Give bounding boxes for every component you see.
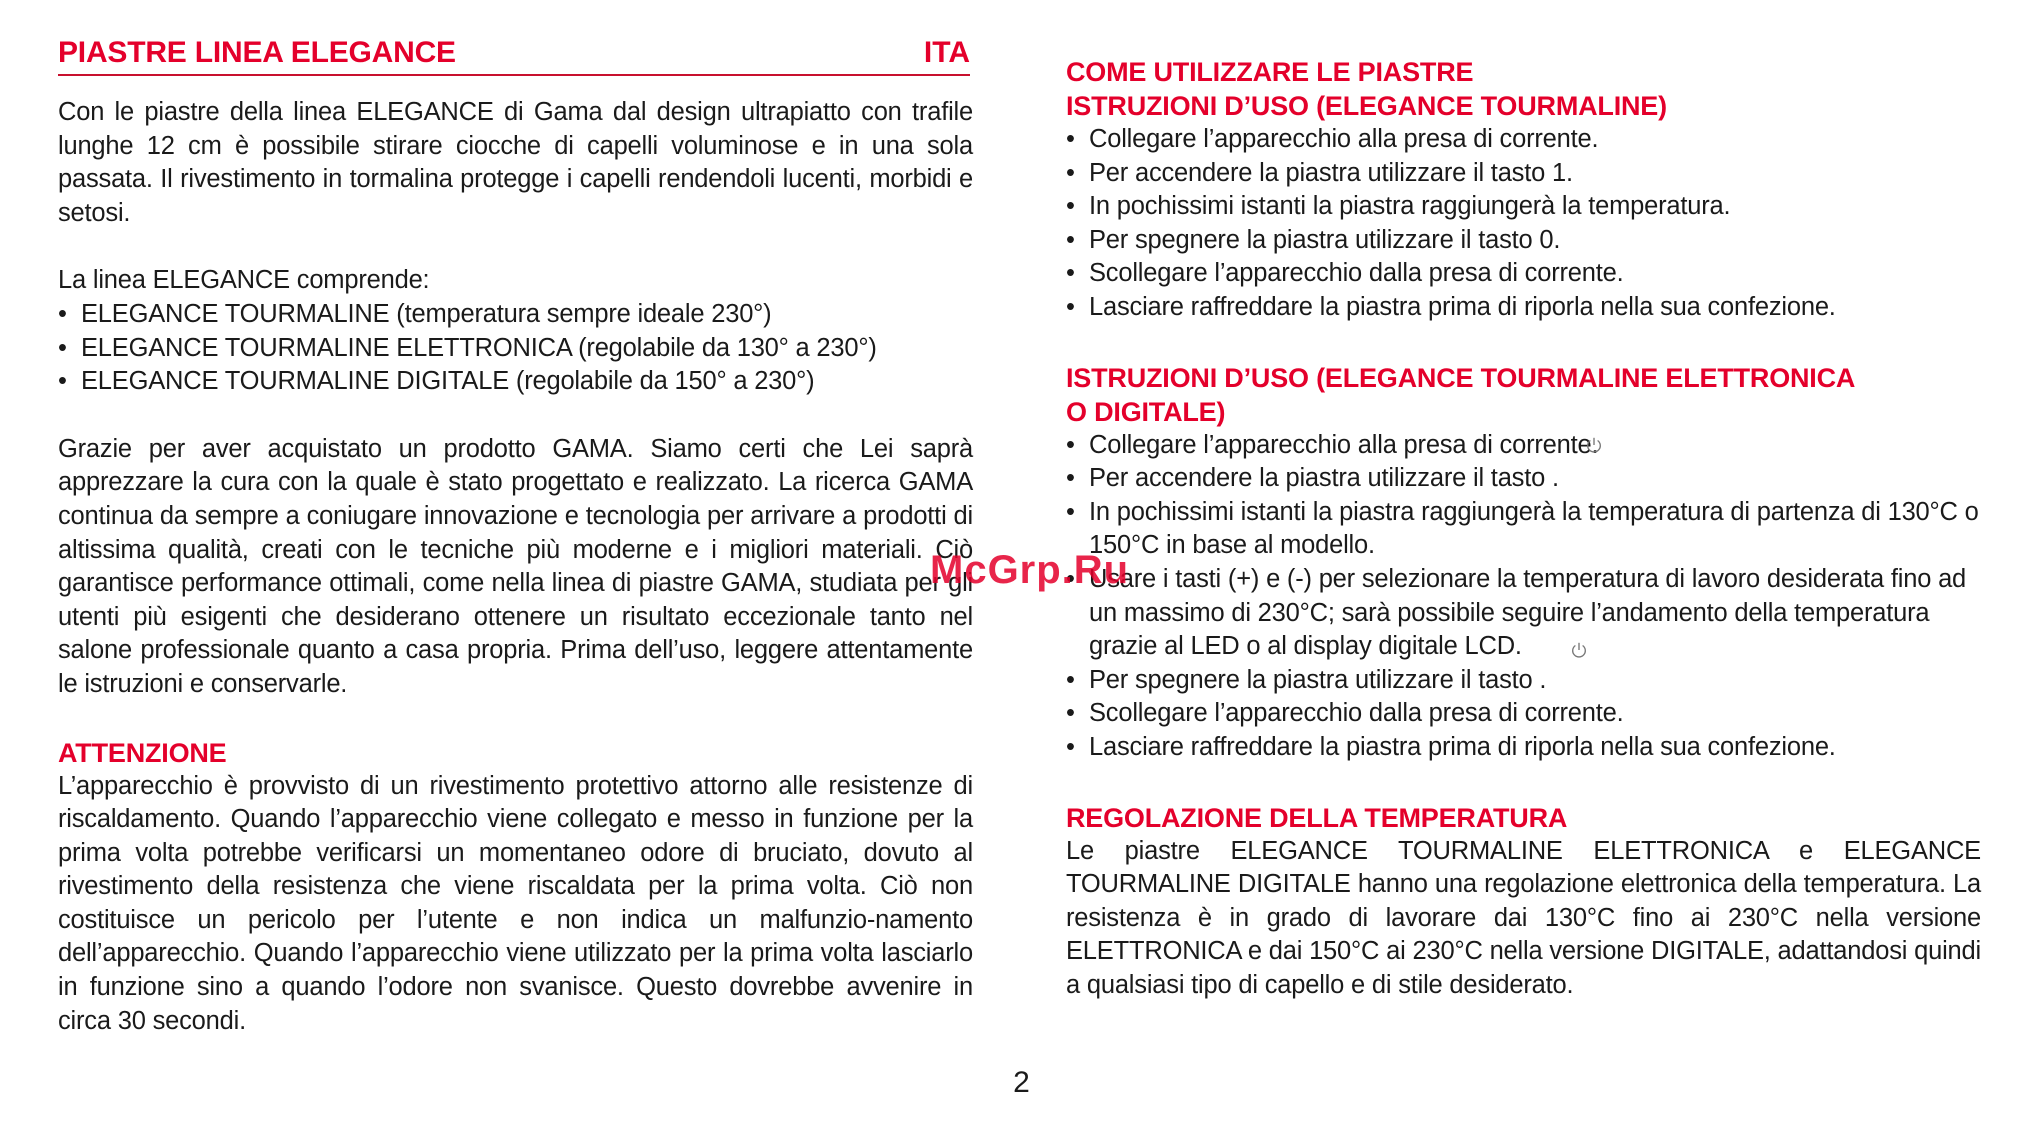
list-item: • Usare i tasti (+) e (-) per selezionare la temperatura di lavoro desiderata fino ad un massimo di 230°C; sarà possibile seguire l’andamento della temperatura grazie al LED o al display digitale LCD. <box>1066 563 1981 664</box>
how-to-heading: COME UTILIZZARE LE PIASTRE <box>1066 57 1474 87</box>
list-item: • Per accendere la piastra utilizzare il tasto . <box>1066 462 1981 496</box>
electronic-instructions-list <box>1066 429 1981 765</box>
electronic-instructions-heading-cont: O DIGITALE) <box>1066 396 1226 427</box>
power-icon <box>1570 641 1588 659</box>
language-label: ITA <box>923 36 970 69</box>
list-item: • In pochissimi istanti la piastra raggiungerà la temperatura di partenza di 130°C o 150°C in base al modello. <box>1066 496 1981 563</box>
list-item: • Per accendere la piastra utilizzare il tasto 1. <box>1066 157 1981 191</box>
list-item: • In pochissimi istanti la piastra raggiungerà la temperatura. <box>1066 190 1981 224</box>
list-item: • Lasciare raffreddare la piastra prima di riporla nella sua confezione. <box>1066 291 1981 325</box>
electronic-instructions-heading: ISTRUZIONI D’USO (ELEGANCE TOURMALINE ELETTRONICA <box>1066 362 1856 393</box>
list-item: • Collegare l’apparecchio alla presa di corrente. <box>1066 429 1981 463</box>
list-item: • Per spegnere la piastra utilizzare il tasto . <box>1066 664 1981 698</box>
right-column <box>1066 55 1981 1002</box>
instructions-list <box>1066 123 1981 325</box>
list-item: • Collegare l’apparecchio alla presa di corrente. <box>1066 123 1981 157</box>
power-icon <box>1585 436 1603 454</box>
list-item: • Scollegare l’apparecchio dalla presa di corrente. <box>1066 697 1981 731</box>
temperature-regulation-heading: REGOLAZIONE DELLA TEMPERATURA <box>1066 802 1568 833</box>
page-header <box>58 36 970 76</box>
list-item: • Lasciare raffreddare la piastra prima di riporla nella sua confezione. <box>1066 731 1981 765</box>
thanks-paragraph: Grazie per aver acquistato un prodotto GAMA. Siamo certi che Lei saprà apprezzare la cura con la quale è stato progettato e realizzato. La ricerca GAMA continua da sempre a coniugare innovazione e tecnologia per arrivare a prodotti di altissima qualità, creati con le tecniche più moderne e i migliori materiali. Ciò garantisce performance ottimali, come nella linea di piastre GAMA, studiata per gli utenti più esigenti che desiderano ottenere un risultato eccezionale tanto nel salone professionale quanto a casa propria. Prima dell’uso, leggere attentamente le istruzioni e conservarle. <box>58 434 973 698</box>
list-item: • ELEGANCE TOURMALINE (temperatura sempre ideale 230°) <box>58 298 973 332</box>
list-item: • Per spegnere la piastra utilizzare il tasto 0. <box>1066 224 1981 258</box>
page-title: PIASTRE LINEA ELEGANCE <box>58 36 456 69</box>
watermark: McGrp.Ru <box>930 548 1130 592</box>
instructions-heading: ISTRUZIONI D’USO (ELEGANCE TOURMALINE) <box>1066 91 1667 121</box>
attention-heading: ATTENZIONE <box>58 737 227 768</box>
page-number: 2 <box>1013 1066 1030 1099</box>
intro-paragraph: Con le piastre della linea ELEGANCE di Gama dal design ultrapiatto con trafile lunghe 12 cm è possibile stirare ciocche di capelli voluminose e in una sola passata. Il rivestimento in tormalina protegge i capelli rendendoli lucenti, morbidi e setosi. <box>58 98 973 227</box>
list-item: • Scollegare l’apparecchio dalla presa di corrente. <box>1066 257 1981 291</box>
list-item: • ELEGANCE TOURMALINE ELETTRONICA (regolabile da 130° a 230°) <box>58 332 973 366</box>
temperature-regulation-paragraph: Le piastre ELEGANCE TOURMALINE ELETTRONICA e ELEGANCE TOURMALINE DIGITALE hanno una regolazione elettronica della temperatura. La resistenza è in grado di lavorare dai 130°C fino ai 230°C nella versione ELETTRONICA e dai 150°C ai 230°C nella versione DIGITALE, adattandosi quindi a qualsiasi tipo di capello e di stile desiderato. <box>1066 836 1981 999</box>
range-list <box>58 298 973 399</box>
range-label: La linea ELEGANCE comprende: <box>58 266 430 295</box>
attention-paragraph: L’apparecchio è provvisto di un rivestimento protettivo attorno alle resistenze di riscaldamento. Quando l’apparecchio viene collegato e messo in funzione per la prima volta potrebbe verificarsi un momentaneo odore di bruciato, dovuto al rivestimento della resistenza che viene riscaldata per la prima volta. Ciò non costituisce un pericolo per l’utente e non indica un malfunzio-namento dell’apparecchio. Quando l’apparecchio viene utilizzato per la prima volta lasciarlo in funzione sino a quando l’odore non svanisce. Questo dovrebbe avvenire in circa 30 secondi. <box>58 771 973 1035</box>
list-item: • ELEGANCE TOURMALINE DIGITALE (regolabile da 150° a 230°) <box>58 365 973 399</box>
left-column <box>58 96 973 1038</box>
